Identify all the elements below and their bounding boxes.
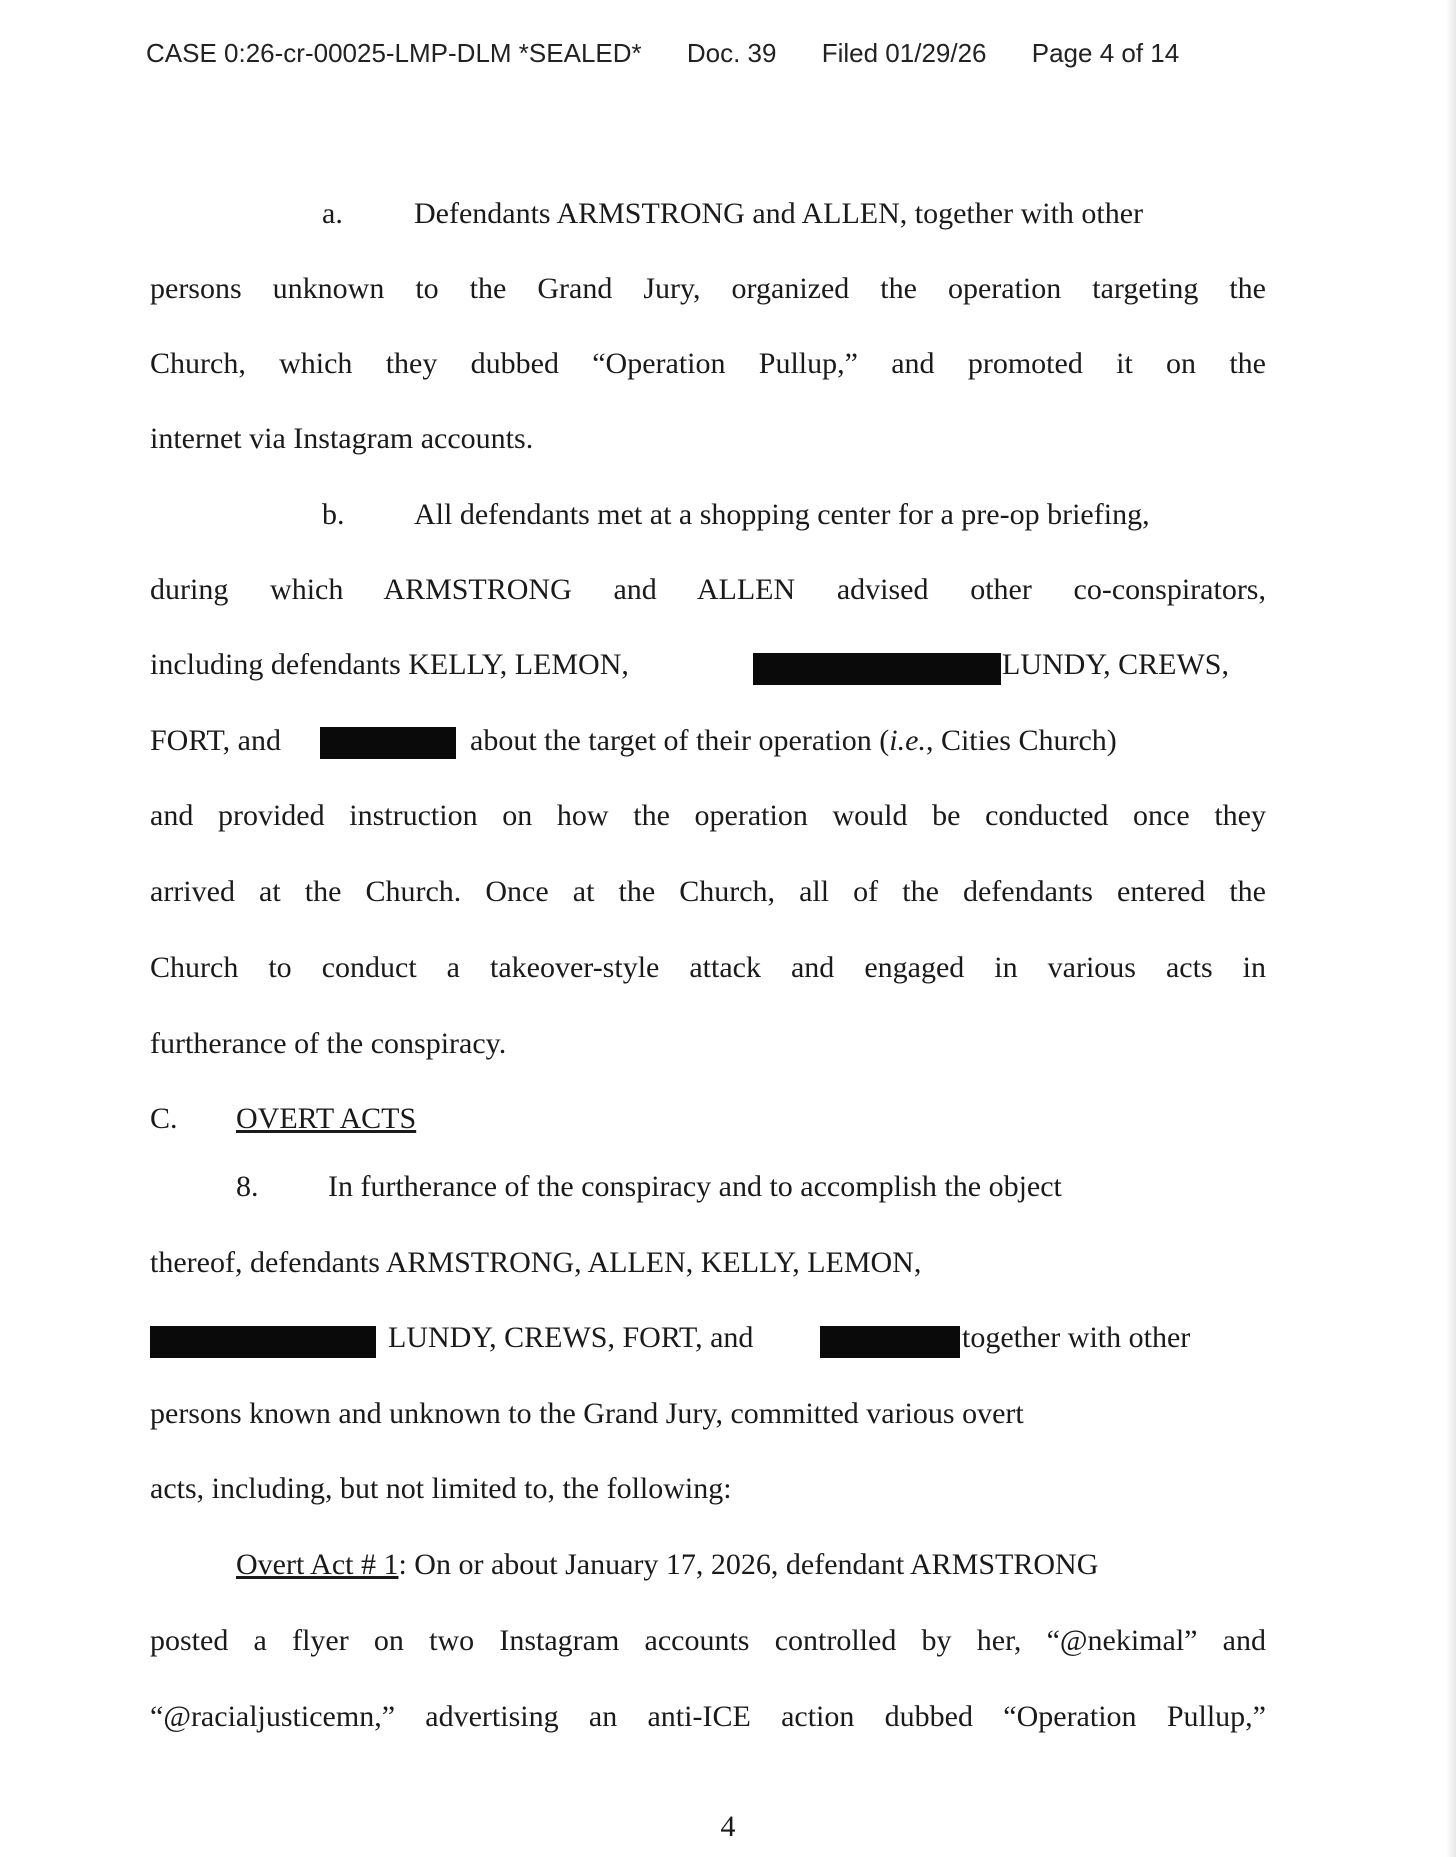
section-letter: C. bbox=[150, 1102, 178, 1135]
doc-number: Doc. 39 bbox=[686, 38, 777, 68]
para-8-text-3a: LUNDY, CREWS, FORT, and bbox=[388, 1321, 754, 1354]
para-8-line-2: thereof, defendants ARMSTRONG, ALLEN, KELLY, LEMON, bbox=[150, 1246, 922, 1279]
para-8-text-1: In furtherance of the conspiracy and to accomplish the object bbox=[328, 1170, 1062, 1203]
para-b-text-3b: LUNDY, CREWS, bbox=[1002, 648, 1229, 681]
section-heading bbox=[150, 1101, 1266, 1137]
para-b-line-5: and provided instruction on how the operation would be conducted once they bbox=[150, 799, 1266, 832]
section-title: OVERT ACTS bbox=[236, 1102, 417, 1135]
para-b-line-3 bbox=[150, 647, 1266, 683]
filed-date: Filed 01/29/26 bbox=[821, 38, 987, 68]
overt-act-1-line-2: posted a flyer on two Instagram accounts controlled by her, “@nekimal” and bbox=[150, 1624, 1266, 1657]
para-b-text-1: All defendants met at a shopping center for a pre-op briefing, bbox=[414, 498, 1150, 531]
para-b-line-4 bbox=[150, 723, 1266, 759]
case-number: CASE 0:26-cr-00025-LMP-DLM *SEALED* bbox=[146, 38, 642, 68]
redaction-block bbox=[753, 653, 1001, 685]
page-count: Page 4 of 14 bbox=[1031, 38, 1180, 68]
para-b-text-4a: FORT, and bbox=[150, 724, 281, 757]
redaction-block bbox=[150, 1326, 376, 1358]
para-8-line-1 bbox=[150, 1169, 1266, 1205]
para-8-line-4: persons known and unknown to the Grand Jury, committed various overt bbox=[150, 1397, 1024, 1430]
para-b-text-3a: including defendants KELLY, LEMON, bbox=[150, 648, 629, 681]
para-a-marker: a. bbox=[322, 197, 343, 230]
redaction-block bbox=[820, 1326, 960, 1358]
para-8-line-5: acts, including, but not limited to, the following: bbox=[150, 1472, 732, 1505]
para-a-line-4: internet via Instagram accounts. bbox=[150, 422, 534, 455]
para-a-text-1: Defendants ARMSTRONG and ALLEN, together with other bbox=[414, 197, 1144, 230]
para-b-line-7: Church to conduct a takeover-style attack and engaged in various acts in bbox=[150, 951, 1266, 984]
redaction-block bbox=[320, 727, 456, 759]
para-b-text-4c: , Cities Church) bbox=[925, 724, 1117, 757]
case-header bbox=[146, 38, 1179, 69]
para-a-line-3: Church, which they dubbed “Operation Pullup,” and promoted it on the bbox=[150, 347, 1266, 380]
page-number: 4 bbox=[720, 1810, 736, 1843]
overt-act-1-line-1 bbox=[150, 1547, 1266, 1583]
page-edge-shadow bbox=[1446, 0, 1456, 1857]
para-b-line-6: arrived at the Church. Once at the Church, all of the defendants entered the bbox=[150, 875, 1266, 908]
para-b-ie: i.e. bbox=[889, 724, 926, 757]
para-a-line-1 bbox=[150, 196, 1266, 232]
para-8-text-3b: together with other bbox=[962, 1321, 1191, 1354]
para-b-line-2: during which ARMSTRONG and ALLEN advised other co-conspirators, bbox=[150, 573, 1266, 606]
para-b-line-8: furtherance of the conspiracy. bbox=[150, 1027, 507, 1060]
overt-act-1-text-1: : On or about January 17, 2026, defendant ARMSTRONG bbox=[398, 1548, 1099, 1581]
overt-act-1-label: Overt Act # 1 bbox=[236, 1548, 399, 1581]
para-b-text-4b: about the target of their operation ( bbox=[470, 724, 890, 757]
para-b-marker: b. bbox=[322, 498, 345, 531]
para-b-line-1 bbox=[150, 497, 1266, 533]
para-a-line-2: persons unknown to the Grand Jury, organized the operation targeting the bbox=[150, 272, 1266, 305]
para-8-number: 8. bbox=[236, 1170, 259, 1203]
overt-act-1-line-3: “@racialjusticemn,” advertising an anti-ICE action dubbed “Operation Pullup,” bbox=[150, 1700, 1266, 1733]
